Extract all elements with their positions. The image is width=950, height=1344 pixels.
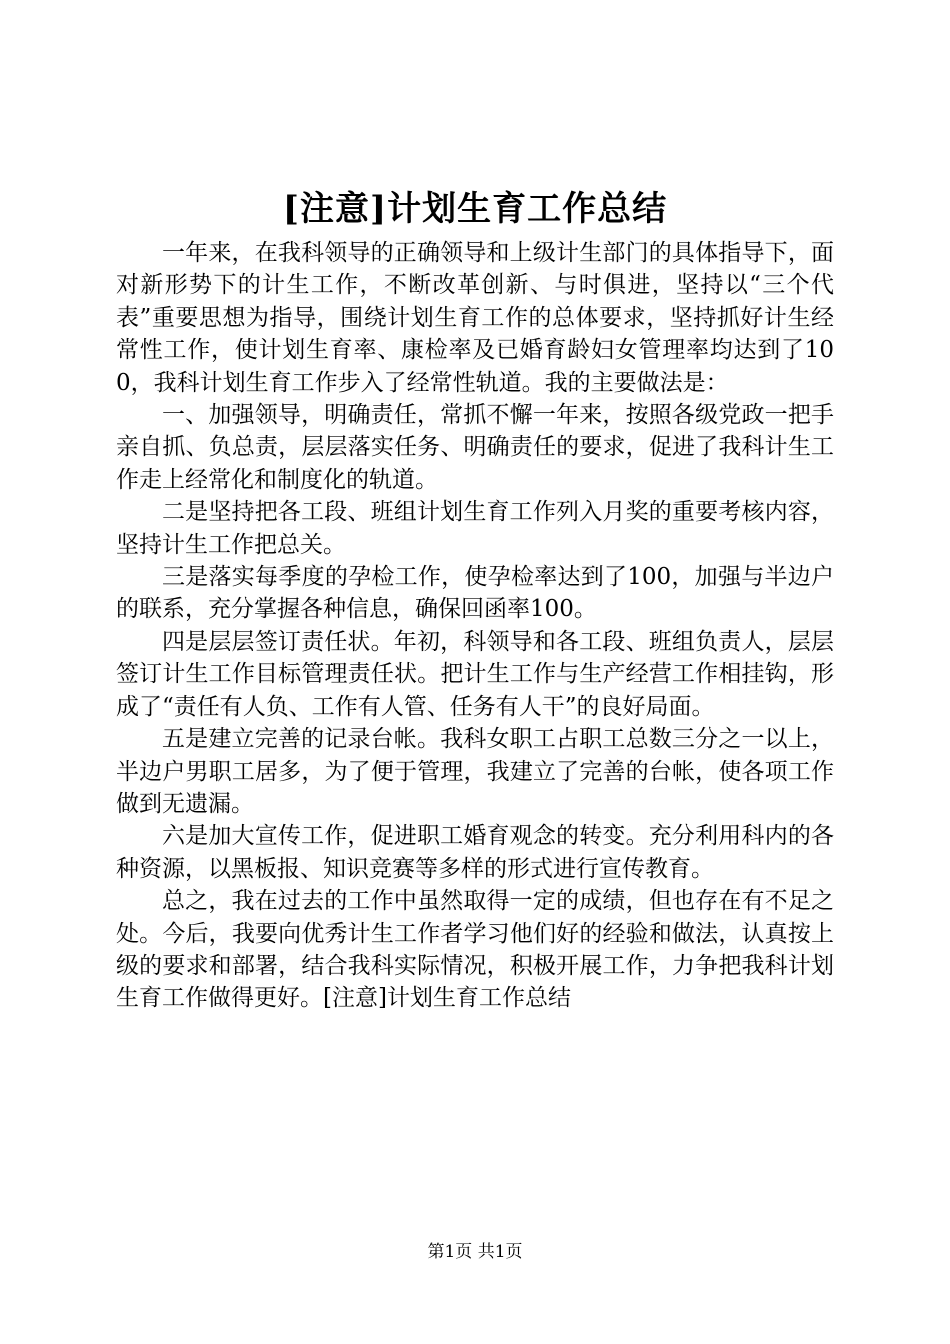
paragraph-item-2: 二是坚持把各工段、班组计划生育工作列入月奖的重要考核内容，坚持计生工作把总关。 — [116, 499, 834, 558]
paragraph-conclusion: 总之，我在过去的工作中虽然取得一定的成绩，但也存在有不足之处。今后，我要向优秀计生工作者学习他们好的经验和做法，认真按上级的要求和部署，结合我科实际情况，积极开展工作，力争把我科计划生育工作做得更好。[注意]计划生育工作总结 — [116, 888, 834, 1012]
document-body — [116, 237, 834, 1015]
paragraph-item-4: 四是层层签订责任状。年初，科领导和各工段、班组负责人，层层签订计生工作目标管理责任状。把计生工作与生产经营工作相挂钩，形成了“责任有人负、工作有人管、任务有人干”的良好局面。 — [116, 628, 834, 720]
document-title: [注意]计划生育工作总结 — [282, 189, 668, 229]
paragraph-item-6: 六是加大宣传工作，促进职工婚育观念的转变。充分利用科内的各种资源，以黑板报、知识竞赛等多样的形式进行宣传教育。 — [116, 823, 834, 882]
paragraph-item-3: 三是落实每季度的孕检工作，使孕检率达到了100，加强与半边户的联系，充分掌握各种信息，确保回函率100。 — [116, 564, 834, 623]
page-number-footer: 第1页 共1页 — [427, 1242, 523, 1262]
paragraph-item-5: 五是建立完善的记录台帐。我科女职工占职工总数三分之一以上，半边户男职工居多，为了便于管理，我建立了完善的台帐，使各项工作做到无遗漏。 — [116, 726, 834, 817]
paragraph-item-1: 一、加强领导，明确责任，常抓不懈一年来，按照各级党政一把手亲自抓、负总责，层层落实任务、明确责任的要求，促进了我科计生工作走上经常化和制度化的轨道。 — [116, 402, 834, 493]
paragraph-intro: 一年来，在我科领导的正确领导和上级计生部门的具体指导下，面对新形势下的计生工作，不断改革创新、与时俱进，坚持以“三个代表”重要思想为指导，围绕计划生育工作的总体要求，坚持抓好计生经常性工作，使计划生育率、康检率及已婚育龄妇女管理率均达到了100，我科计划生育工作步入了经常性轨道。我的主要做法是： — [116, 240, 834, 396]
